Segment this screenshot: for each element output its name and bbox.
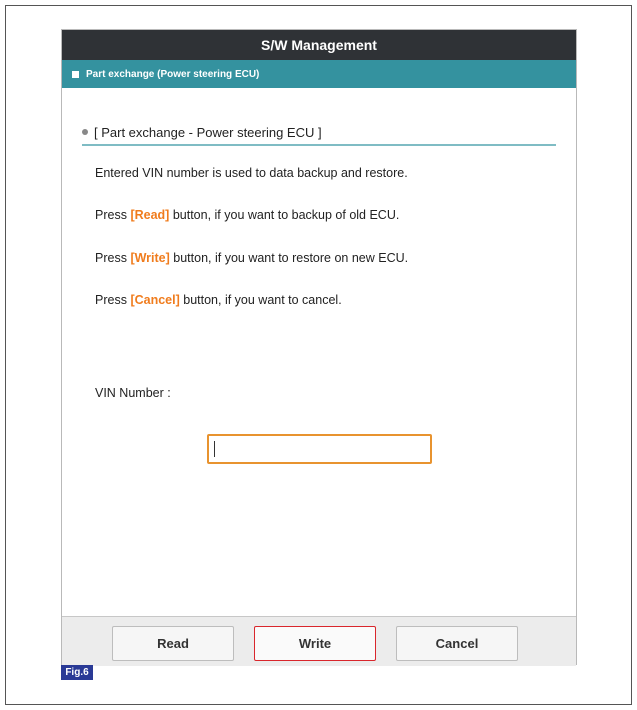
instruction-line-write xyxy=(95,251,408,265)
instruction-prefix: Press xyxy=(95,251,131,265)
dialog-subtitle: Part exchange (Power steering ECU) xyxy=(86,68,260,80)
read-keyword: [Read] xyxy=(130,208,170,222)
instruction-line-vin xyxy=(95,166,408,180)
instruction-line-read xyxy=(95,208,399,222)
button-bar xyxy=(62,616,576,666)
dialog-content xyxy=(62,88,576,616)
dialog-title-bar xyxy=(62,30,576,60)
write-keyword: [Write] xyxy=(130,251,170,265)
vin-number-label: VIN Number : xyxy=(95,386,171,400)
sw-management-dialog xyxy=(61,29,577,665)
instruction-line-cancel xyxy=(95,293,342,307)
instruction-suffix: button, if you want to restore on new ECU. xyxy=(169,251,409,265)
square-bullet-icon xyxy=(72,71,79,78)
write-button[interactable]: Write xyxy=(254,626,376,661)
instruction-prefix: Press xyxy=(95,293,131,307)
dialog-title: S/W Management xyxy=(261,37,377,53)
section-heading xyxy=(82,120,556,146)
instruction-suffix: button, if you want to backup of old ECU. xyxy=(169,208,400,222)
dialog-subtitle-bar xyxy=(62,60,576,88)
figure-label: Fig.6 xyxy=(61,665,93,680)
section-heading-text: [ Part exchange - Power steering ECU ] xyxy=(94,124,322,140)
instruction-prefix: Press xyxy=(95,208,131,222)
bullet-dot-icon xyxy=(82,129,88,135)
cancel-keyword: [Cancel] xyxy=(130,293,180,307)
vin-number-input[interactable] xyxy=(207,434,432,464)
read-button[interactable]: Read xyxy=(112,626,234,661)
text-cursor xyxy=(214,441,215,457)
cancel-button[interactable]: Cancel xyxy=(396,626,518,661)
instruction-text: Entered VIN number is used to data backup and restore. xyxy=(95,166,408,180)
instruction-suffix: button, if you want to cancel. xyxy=(179,293,342,307)
